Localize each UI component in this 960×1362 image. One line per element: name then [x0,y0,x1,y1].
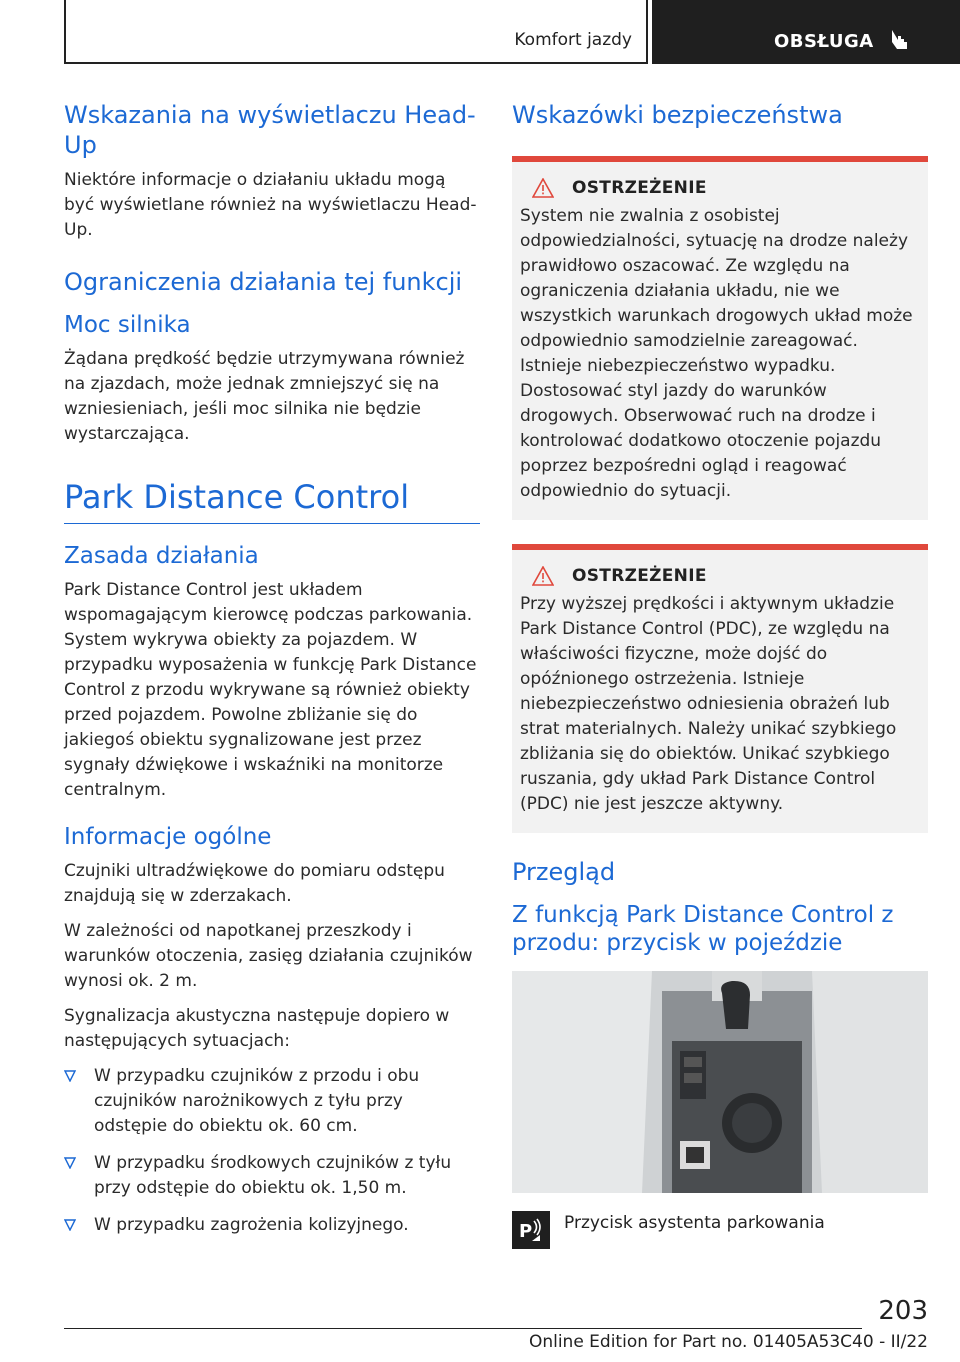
warning-triangle-icon [532,566,554,586]
hud-heading: Wskazania na wyświetlaczu Head-Up [64,101,476,159]
list-item: W przypadku zagrożenia kolizyjnego. [64,1213,480,1238]
front-pdc-heading: Z funkcją Park Distance Control z przodu: przycisk w pojeździe [512,902,894,956]
footer-edition: Online Edition for Part no. 01405A53C40 - II/22 [528,1332,928,1352]
principle-text: Park Distance Control jest układem wspomagającym kierowcę podczas parkowania. System wykrywa obiekty za pojazdem. W przypadku wyposażenia w funkcję Park Distance Control z przodu wykrywane są również obiekty przed pojazdem. Powolne zbliżanie się do jakiegoś obiektu sygnalizowane jest przez sygnały dźwiękowe i wskaźniki na monitorze centralnym. [64,580,477,800]
hand-pointer-icon [888,28,910,52]
general-text-1: Czujniki ultradźwiękowe do pomiaru odstępu znajdują się w zderzakach. [64,861,445,906]
triangle-bullet-icon [64,1157,76,1169]
left-column [64,100,480,1250]
warning-box [512,544,928,833]
warning-title: OSTRZEŻENIE [572,178,707,198]
svg-text:P: P [519,1221,533,1242]
warning-triangle-icon [532,178,554,198]
safety-heading: Wskazówki bezpieczeństwa [512,101,843,129]
triangle-bullet-icon [64,1070,76,1082]
header-chapter-box [652,0,960,64]
warning-text: Przy wyższej prędkości i aktywnym układzie Park Distance Control (PDC), ze względu na właściwości fizyczne, może dojść do opóźnionego ostrzeżenia. Istnieje niebezpieczeństwo odniesienia obrażeń lub strat materialnych. Należy unikać szybkiego zbliżania się do obiektów. Unikać szybkiego ruszania, gdy układ Park Distance Control (PDC) nie jest jeszcze aktywny. [520,594,897,814]
overview-heading: Przegląd [512,858,616,886]
hud-text: Niektóre informacje o działaniu układu mogą być wyświetlane również na wyświetlaczu Head-Up. [64,170,477,240]
center-console-photo [512,971,928,1193]
warning-title: OSTRZEŻENIE [572,566,707,586]
header-section-box [64,0,648,64]
pdc-heading: Park Distance Control [64,475,480,524]
legend-text: Przycisk asystenta parkowania [564,1213,825,1233]
list-item: W przypadku czujników z przodu i obu czujników narożnikowych z tyłu przy odstępie do obiektu ok. 60 cm. [64,1064,480,1139]
warning-text: System nie zwalnia z osobistej odpowiedzialności, sytuację na drodze należy prawidłowo oszacować. Ze względu na ograniczenia działania układu, nie we wszystkich warunkach drogowych układ może odpowiednio samodzielnie zareagować. Istnieje niebezpieczeństwo wypadku. Dostosować styl jazdy do warunków drogowych. Obserwować ruch na drodze i kontrolować dodatkowo otoczenie pojazdu poprzez bezpośredni ogląd i reagować odpowiednio do sytuacji. [520,206,913,501]
triangle-bullet-icon [64,1219,76,1231]
limits-heading: Ograniczenia działania tej funkcji [64,268,463,296]
engine-text: Żądana prędkość będzie utrzymywana również na zjazdach, może jednak zmniejszyć się na wzniesieniach, jeśli moc silnika nie będzie wystarczająca. [64,349,465,444]
general-heading: Informacje ogólne [64,824,272,850]
header-section-title: Komfort jazdy [514,30,632,50]
situation-list [64,1064,480,1238]
list-item: W przypadku środkowych czujników z tyłu przy odstępie do obiektu ok. 1,50 m. [64,1151,480,1201]
general-text-3: Sygnalizacja akustyczna następuje dopiero w następujących sytuacjach: [64,1006,450,1051]
engine-heading: Moc silnika [64,312,191,338]
principle-heading: Zasada działania [64,543,259,569]
general-text-2: W zależności od napotkanej przeszkody i warunków otoczenia, zasięg działania czujników wynosi ok. 2 m. [64,921,473,991]
right-column [512,100,928,1249]
parking-assistant-button-icon [512,1211,550,1249]
header-chapter-title: OBSŁUGA [774,31,874,52]
footer-divider [64,1328,862,1329]
legend-item [512,1211,928,1249]
warning-box [512,156,928,520]
page-number: 203 [878,1296,928,1326]
